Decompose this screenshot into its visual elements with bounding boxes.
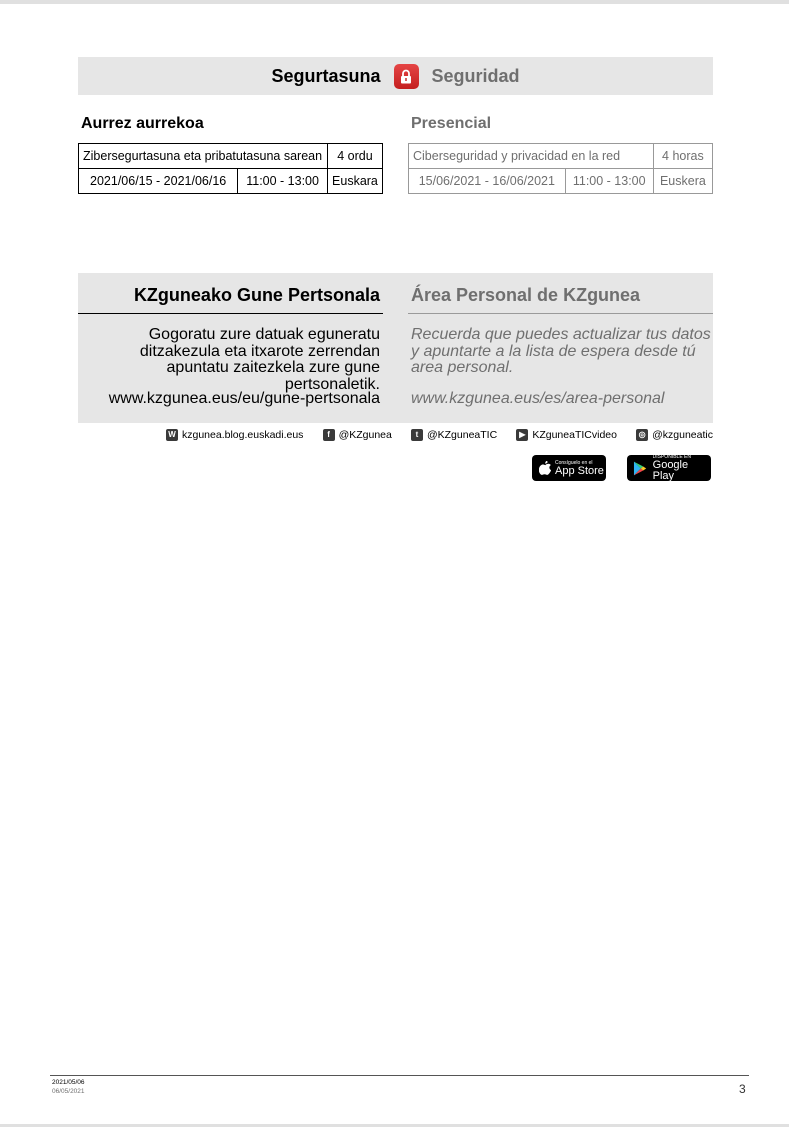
top-border [0,0,789,4]
social-links [166,429,713,441]
personal-area-title-eu: KZguneako Gune Pertsonala [133,285,380,305]
social-blog-label: kzgunea.blog.euskadi.eus [182,429,304,441]
appstore-big-label: App Store [555,464,604,477]
wordpress-icon: W [166,429,178,441]
social-facebook[interactable] [323,429,392,441]
table-row [409,169,713,194]
app-store-badge[interactable] [532,455,606,481]
course-language: Euskara [327,169,382,194]
divider [408,313,713,314]
lock-icon [394,64,419,89]
course-table-es [408,143,713,194]
personal-area-text-eu: Gogoratu zure datuak eguneratu ditzakezula eta itxarote zerrendan apuntatu zaitezkela zure gune pertsonaletik. [139,326,380,393]
facebook-icon: f [323,429,335,441]
course-dates: 15/06/2021 - 16/06/2021 [409,169,566,194]
course-language: Euskera [653,169,712,194]
table-row [79,144,383,169]
page-number: 3 [739,1082,746,1096]
personal-area-link-eu[interactable]: www.kzgunea.eus/eu/gune-pertsonala [108,390,380,407]
footer-divider [50,1075,749,1076]
section-title-eu: Segurtasuna [271,65,381,86]
course-dates: 2021/06/15 - 2021/06/16 [79,169,238,194]
divider [78,313,383,314]
footer-date-es: 06/05/2021 [52,1088,85,1095]
google-play-icon [633,461,647,476]
personal-area-link-es[interactable]: www.kzgunea.eus/es/area-personal [411,390,665,407]
social-twitter[interactable] [411,429,497,441]
course-time: 11:00 - 13:00 [565,169,653,194]
social-blog[interactable] [166,429,303,441]
personal-area-title-es: Área Personal de KZgunea [411,285,641,305]
google-play-badge[interactable] [627,455,711,481]
twitter-icon: t [411,429,423,441]
apple-icon [539,461,551,475]
course-name: Zibersegurtasuna eta pribatutasuna sarean [79,144,328,169]
personal-area-es [408,273,713,423]
instagram-icon: ◎ [636,429,648,441]
social-facebook-label: @KZgunea [338,429,392,441]
social-twitter-label: @KZguneaTIC [426,429,498,441]
personal-area-text-es: Recuerda que puedes actualizar tus datos y apuntarte a la lista de espera desde tú area personal. [411,326,711,376]
personal-area-block [78,273,713,423]
social-youtube[interactable] [516,429,617,441]
course-heading-es: Presencial [411,115,492,132]
course-duration: 4 horas [653,144,712,169]
youtube-icon: ▶ [516,429,528,441]
footer-date-eu: 2021/05/06 [52,1079,85,1086]
course-name: Ciberseguridad y privacidad en la red [409,144,654,169]
appstore-small-label: Consíguelo en el [555,459,593,466]
table-row [409,144,713,169]
section-header [78,57,713,95]
social-instagram[interactable] [636,429,713,441]
gplay-small-label: DISPONIBLE EN [652,454,691,460]
course-heading-eu: Aurrez aurrekoa [81,115,204,132]
course-time: 11:00 - 13:00 [238,169,328,194]
social-instagram-label: @kzguneatic [652,429,713,441]
table-row [79,169,383,194]
course-duration: 4 ordu [327,144,382,169]
social-youtube-label: KZguneaTICvideo [532,429,617,441]
gplay-big-label: Google Play [652,459,689,482]
personal-area-eu [78,273,383,423]
course-table-eu [78,143,383,194]
section-title-es: Seguridad [431,65,520,86]
